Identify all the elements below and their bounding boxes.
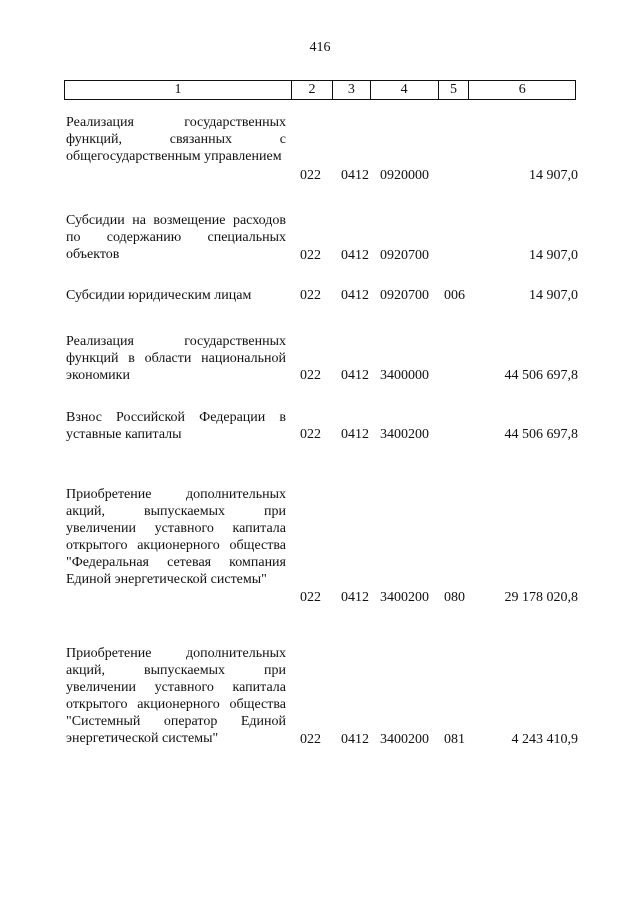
row-col-4: 3400000 bbox=[380, 368, 429, 383]
row-col-2: 022 bbox=[300, 732, 321, 747]
row-col-6: 14 907,0 bbox=[529, 288, 578, 303]
row-description: Реализация государственных функций, связанных с общегосударственным управлением bbox=[66, 115, 286, 164]
row-col-2: 022 bbox=[300, 368, 321, 383]
row-description: Взнос Российской Федерации в уставные капиталы bbox=[66, 410, 286, 442]
row-description: Приобретение дополнительных акций, выпускаемых при увеличении уставного капитала открытого акционерного общества "Федеральная сетевая компания Единой энергетической системы" bbox=[66, 487, 286, 587]
header-col-4: 4 bbox=[371, 81, 439, 99]
header-col-1: 1 bbox=[65, 81, 292, 99]
row-col-2: 022 bbox=[300, 288, 321, 303]
header-col-2: 2 bbox=[292, 81, 333, 99]
row-col-6: 29 178 020,8 bbox=[504, 590, 578, 605]
row-col-3: 0412 bbox=[341, 168, 369, 183]
header-col-5: 5 bbox=[439, 81, 470, 99]
row-col-4: 0920700 bbox=[380, 288, 429, 303]
row-col-3: 0412 bbox=[341, 427, 369, 442]
row-col-6: 4 243 410,9 bbox=[511, 732, 578, 747]
page-number: 416 bbox=[309, 40, 331, 55]
row-col-4: 0920700 bbox=[380, 248, 429, 263]
row-col-2: 022 bbox=[300, 590, 321, 605]
row-description: Приобретение дополнительных акций, выпускаемых при увеличении уставного капитала открытого акционерного общества "Системный оператор Единой энергетической системы" bbox=[66, 646, 286, 746]
row-col-4: 0920000 bbox=[380, 168, 429, 183]
row-col-4: 3400200 bbox=[380, 590, 429, 605]
row-col-6: 14 907,0 bbox=[529, 248, 578, 263]
row-col-5: 081 bbox=[444, 732, 465, 747]
row-description: Субсидии на возмещение расходов по содержанию специальных объектов bbox=[66, 213, 286, 262]
header-col-6: 6 bbox=[518, 82, 526, 97]
row-col-3: 0412 bbox=[341, 732, 369, 747]
row-col-2: 022 bbox=[300, 248, 321, 263]
row-col-4: 3400200 bbox=[380, 732, 429, 747]
row-col-3: 0412 bbox=[341, 248, 369, 263]
table-header bbox=[64, 80, 576, 100]
row-col-3: 0412 bbox=[341, 590, 369, 605]
row-col-4: 3400200 bbox=[380, 427, 429, 442]
row-col-2: 022 bbox=[300, 427, 321, 442]
row-col-3: 0412 bbox=[341, 368, 369, 383]
row-description: Реализация государственных функций в области национальной экономики bbox=[66, 334, 286, 383]
header-col-3: 3 bbox=[333, 81, 371, 99]
row-col-6: 44 506 697,8 bbox=[504, 368, 578, 383]
row-col-2: 022 bbox=[300, 168, 321, 183]
row-col-5: 006 bbox=[444, 288, 465, 303]
row-col-5: 080 bbox=[444, 590, 465, 605]
row-col-6: 14 907,0 bbox=[529, 168, 578, 183]
row-description: Субсидии юридическим лицам bbox=[66, 288, 252, 303]
row-col-6: 44 506 697,8 bbox=[504, 427, 578, 442]
row-col-3: 0412 bbox=[341, 288, 369, 303]
